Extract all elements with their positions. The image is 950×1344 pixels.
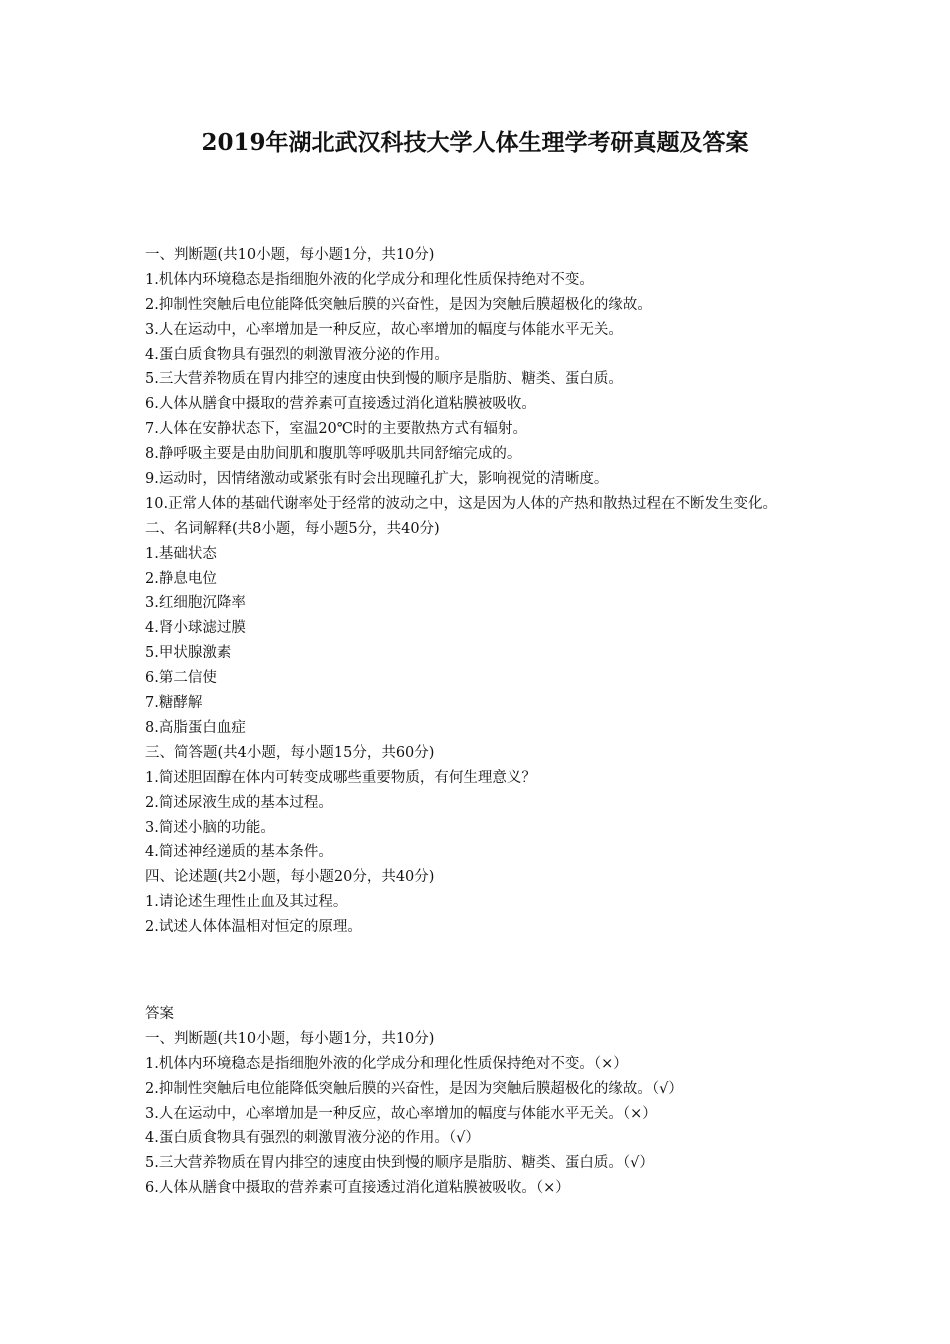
- answer-section-heading: 一、判断题(共10小题，每小题1分，共10分): [145, 1030, 435, 1047]
- question-item: 2.简述尿液生成的基本过程。: [145, 794, 333, 811]
- section-heading-essay: 四、论述题(共2小题，每小题20分，共40分): [145, 869, 435, 886]
- question-item: 3.人在运动中，心率增加是一种反应，故心率增加的幅度与体能水平无关。: [145, 321, 623, 338]
- question-item: 4.简述神经递质的基本条件。: [145, 844, 333, 861]
- term-item: 7.糖酵解: [145, 695, 203, 712]
- term-item: 6.第二信使: [145, 670, 217, 687]
- question-item: 3.简述小脑的功能。: [145, 819, 275, 836]
- question-item: 8.静呼吸主要是由肋间肌和腹肌等呼吸肌共同舒缩完成的。: [145, 446, 522, 463]
- term-item: 2.静息电位: [145, 570, 217, 587]
- section-heading-definitions: 二、名词解释(共8小题，每小题5分，共40分): [145, 520, 440, 537]
- document-title: 2019年湖北武汉科技大学人体生理学考研真题及答案: [201, 129, 749, 156]
- answer-item: 6.人体从膳食中摄取的营养素可直接透过消化道粘膜被吸收。（×）: [145, 1180, 570, 1197]
- question-item: 1.机体内环境稳态是指细胞外液的化学成分和理化性质保持绝对不变。: [145, 271, 594, 288]
- question-item: 1.请论述生理性止血及其过程。: [145, 894, 348, 911]
- question-item: 6.人体从膳食中摄取的营养素可直接透过消化道粘膜被吸收。: [145, 396, 536, 413]
- question-item: 4.蛋白质食物具有强烈的刺激胃液分泌的作用。: [145, 346, 449, 363]
- term-item: 8.高脂蛋白血症: [145, 719, 246, 736]
- question-item: 1.简述胆固醇在体内可转变成哪些重要物质，有何生理意义？: [145, 769, 536, 786]
- section-spacer: [145, 940, 815, 1002]
- question-item: 2.试述人体体温相对恒定的原理。: [145, 919, 362, 936]
- question-item: 7.人体在安静状态下，室温20℃时的主要散热方式有辐射。: [145, 421, 528, 438]
- answer-item: 3.人在运动中，心率增加是一种反应，故心率增加的幅度与体能水平无关。（×）: [145, 1105, 657, 1122]
- term-item: 3.红细胞沉降率: [145, 595, 246, 612]
- answer-item: 5.三大营养物质在胃内排空的速度由快到慢的顺序是脂肪、糖类、蛋白质。（√）: [145, 1155, 654, 1172]
- section-heading-short-answer: 三、简答题(共4小题，每小题15分，共60分): [145, 744, 435, 761]
- question-item: 10.正常人体的基础代谢率处于经常的波动之中，这是因为人体的产热和散热过程在不断发生变化。: [145, 495, 778, 512]
- question-item: 9.运动时，因情绪激动或紧张有时会出现瞳孔扩大，影响视觉的清晰度。: [145, 471, 609, 488]
- term-item: 4.肾小球滤过膜: [145, 620, 246, 637]
- document-body: [145, 243, 815, 1201]
- answers-label: 答案: [145, 1005, 174, 1022]
- section-heading-true-false: 一、判断题(共10小题，每小题1分，共10分): [145, 247, 435, 263]
- answer-item: 2.抑制性突触后电位能降低突触后膜的兴奋性，是因为突触后膜超极化的缘故。（√）: [145, 1080, 683, 1097]
- term-item: 5.甲状腺激素: [145, 645, 232, 662]
- question-item: 2.抑制性突触后电位能降低突触后膜的兴奋性，是因为突触后膜超极化的缘故。: [145, 296, 652, 313]
- answer-item: 4.蛋白质食物具有强烈的刺激胃液分泌的作用。（√）: [145, 1130, 480, 1147]
- question-item: 5.三大营养物质在胃内排空的速度由快到慢的顺序是脂肪、糖类、蛋白质。: [145, 371, 623, 388]
- term-item: 1.基础状态: [145, 545, 217, 562]
- answer-item: 1.机体内环境稳态是指细胞外液的化学成分和理化性质保持绝对不变。（×）: [145, 1055, 628, 1072]
